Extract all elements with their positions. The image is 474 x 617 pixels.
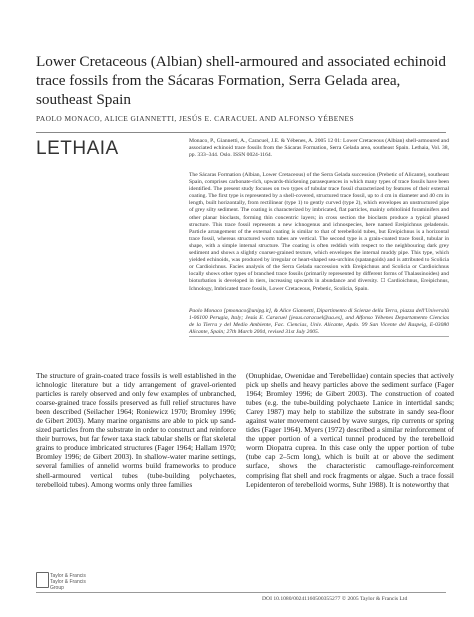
- author-list: PAOLO MONACO, ALICE GIANNETTI, JESÚS E. CARACUEL AND ALFONSO YÉBENES: [36, 114, 355, 123]
- abstract-rule: [189, 336, 449, 337]
- author-address: Paolo Monaco [pmonaco@unipg.it], & Alice Giannetti, Dipartimento di Scienze della Terra, piazza dell'Università 1-06100 Perugia, Italy; Jesús E. Caracuel [jesus.caracuel@ua.es], and Alfonso Yébenes Departamento Ciencias de la Tierra y del Medio Ambiente, Fac. Ciencias, Univ. Alicante, Apdo. 99 San Vicente del Raspeig, E-03080 Alicante, Spain; 27th March 2004, revised 31st July 2005.: [189, 308, 449, 336]
- citation-block: Monaco, P., Giannetti, A., Caracuel, J.E. & Yébenes, A. 2005 12 01: Lower Cretaceous (Albian) shell-armoured and associated echinoid trace fossils from the Sácaras Formation, Serra Gelada area, southeast Spain. Lethaia, Vol. 38, pp. 333–344. Oslo. ISSN 0024-1164.: [189, 138, 449, 159]
- doi-line: DOI 10.1080/00241160500355277 © 2005 Taylor & Francis Ltd: [262, 596, 408, 602]
- abstract: The Sácaras Formation (Albian, Lower Cretaceous) of the Serra Gelada succession (Prebetic of Alicante), southeast Spain, comprises carbonate-rich, upwards-thickening parasequences in which many types of trace fossils have been identified. The present study focuses on two types of tubular trace fossil characterized by features of their external coating. The first type is represented by a shell-covered, structured trace fossil, up to 4 cm in diameter and 40 cm in length, built horizontally, from rectilinear (type 1) to gently curved (type 2), which envelopes an unstructured pipe of grey silty sediment. The coating is characterized by imbricated, flat particles, mainly orbitolinid foraminifers and other planar bioclasts, forming thin concentric layers; in cross section the bioclasts produce a typical phased structure. This trace fossil represents a new ichnogenus and ichnospecies, here named Ereipichnus geladensis. Particle arrangement of the external coating is similar to that of terebelloid tubes, but Ereipichnus is a horizontal trace fossil, whereas structured worm tubes are vertical. The second type is a grain-coated trace fossil, tubular in shape, with a simple internal structure. The coating is often reddish with respect to the neighbouring dark grey sediment and shows a slightly coarser-grained texture, which envelopes the internal muddy pipe. This type, which yielded echinoids, was produced by irregular or heart-shaped sea-urchins (spatangoids) and is attributed to Scolicia or Cardioichnus. Facies analysis of the Serra Gelada succession with Ereipichnus and Scolicia or Cardioichnus locally shows other types of branched trace fossils (primarily represented by different forms of Thalassinoides) and bioturbation is developed in tiers, increasing upwards in abundance and diversity. ☐ Cardioichnus, Ereipichnus, Ichnology, Imbricated trace fossils, Lower Cretaceous, Prebetic, Scolicia, Spain.: [189, 172, 449, 292]
- publisher-name: Taylor & Francis: [50, 573, 86, 579]
- article-title: Lower Cretaceous (Albian) shell-armoured and associated echinoid trace fossils from the Sácaras Formation, Serra Gelada area, southeast Spain: [36, 53, 446, 108]
- body-column-left: The structure of grain-coated trace fossils is well established in the ichnologic literature but a tidy arrangement of gravel-oriented particles is rarely observed and only few examples of unbranched, coarse-grained trace fossils preserved as full relief structures have been described (Seilacher 1964; Roniewicz 1970; Bromley 1996; de Gibert 2003). Many marine organisms are able to pick up sand-sized particles from the substrate in order to construct and reinforce their burrows, but far fewer taxa stack tabular shells or flat skeletal grains to produce imbricated structures (Fager 1964; Hallam 1970; Bromley 1996; de Gibert 2003). In shallow-water marine settings, several families of annelid worms build frameworks to produce shell-armoured vertical tubes (tube-building polychaetes, terebelloid tubes). Among worms only three families: [36, 371, 236, 489]
- publisher-logo-icon: [36, 572, 49, 588]
- body-column-right: (Onuphidae, Owenidae and Terebellidae) contain species that actively pick up shells and heavy particles above the sediment surface (Fager 1964; Bromley 1996; de Gibert 2003). The construction of coated tubes (e.g. the tube-building polychaete Lanice in intertidal sands; Carey 1987) may help to stabilize the substrate in sandy sea-floor against water movement caused by wave surges, rip currents or spring tides (Fager 1964). Myers (1972) described a similar reinforcement of the upper portion of a vertical tunnel produced by the terebelloid worm Diopatra cuprea. In this case only the upper portion of tube (tube cap 2–5cm long), which is built at or above the sediment surface, shows the characteristic camouflage-reinforcement comprising flat shell and rock fragments or algae. Such a trace fossil Lepidenteron of terebelloid worms, Suhr 1988). It is noteworthy that: [246, 371, 454, 489]
- publisher-group: Taylor & Francis Group: [50, 579, 86, 591]
- footer-rule: [36, 592, 446, 593]
- publisher-logo: [36, 572, 100, 590]
- header-rule: [36, 132, 446, 133]
- journal-name: LETHAIA: [36, 138, 119, 159]
